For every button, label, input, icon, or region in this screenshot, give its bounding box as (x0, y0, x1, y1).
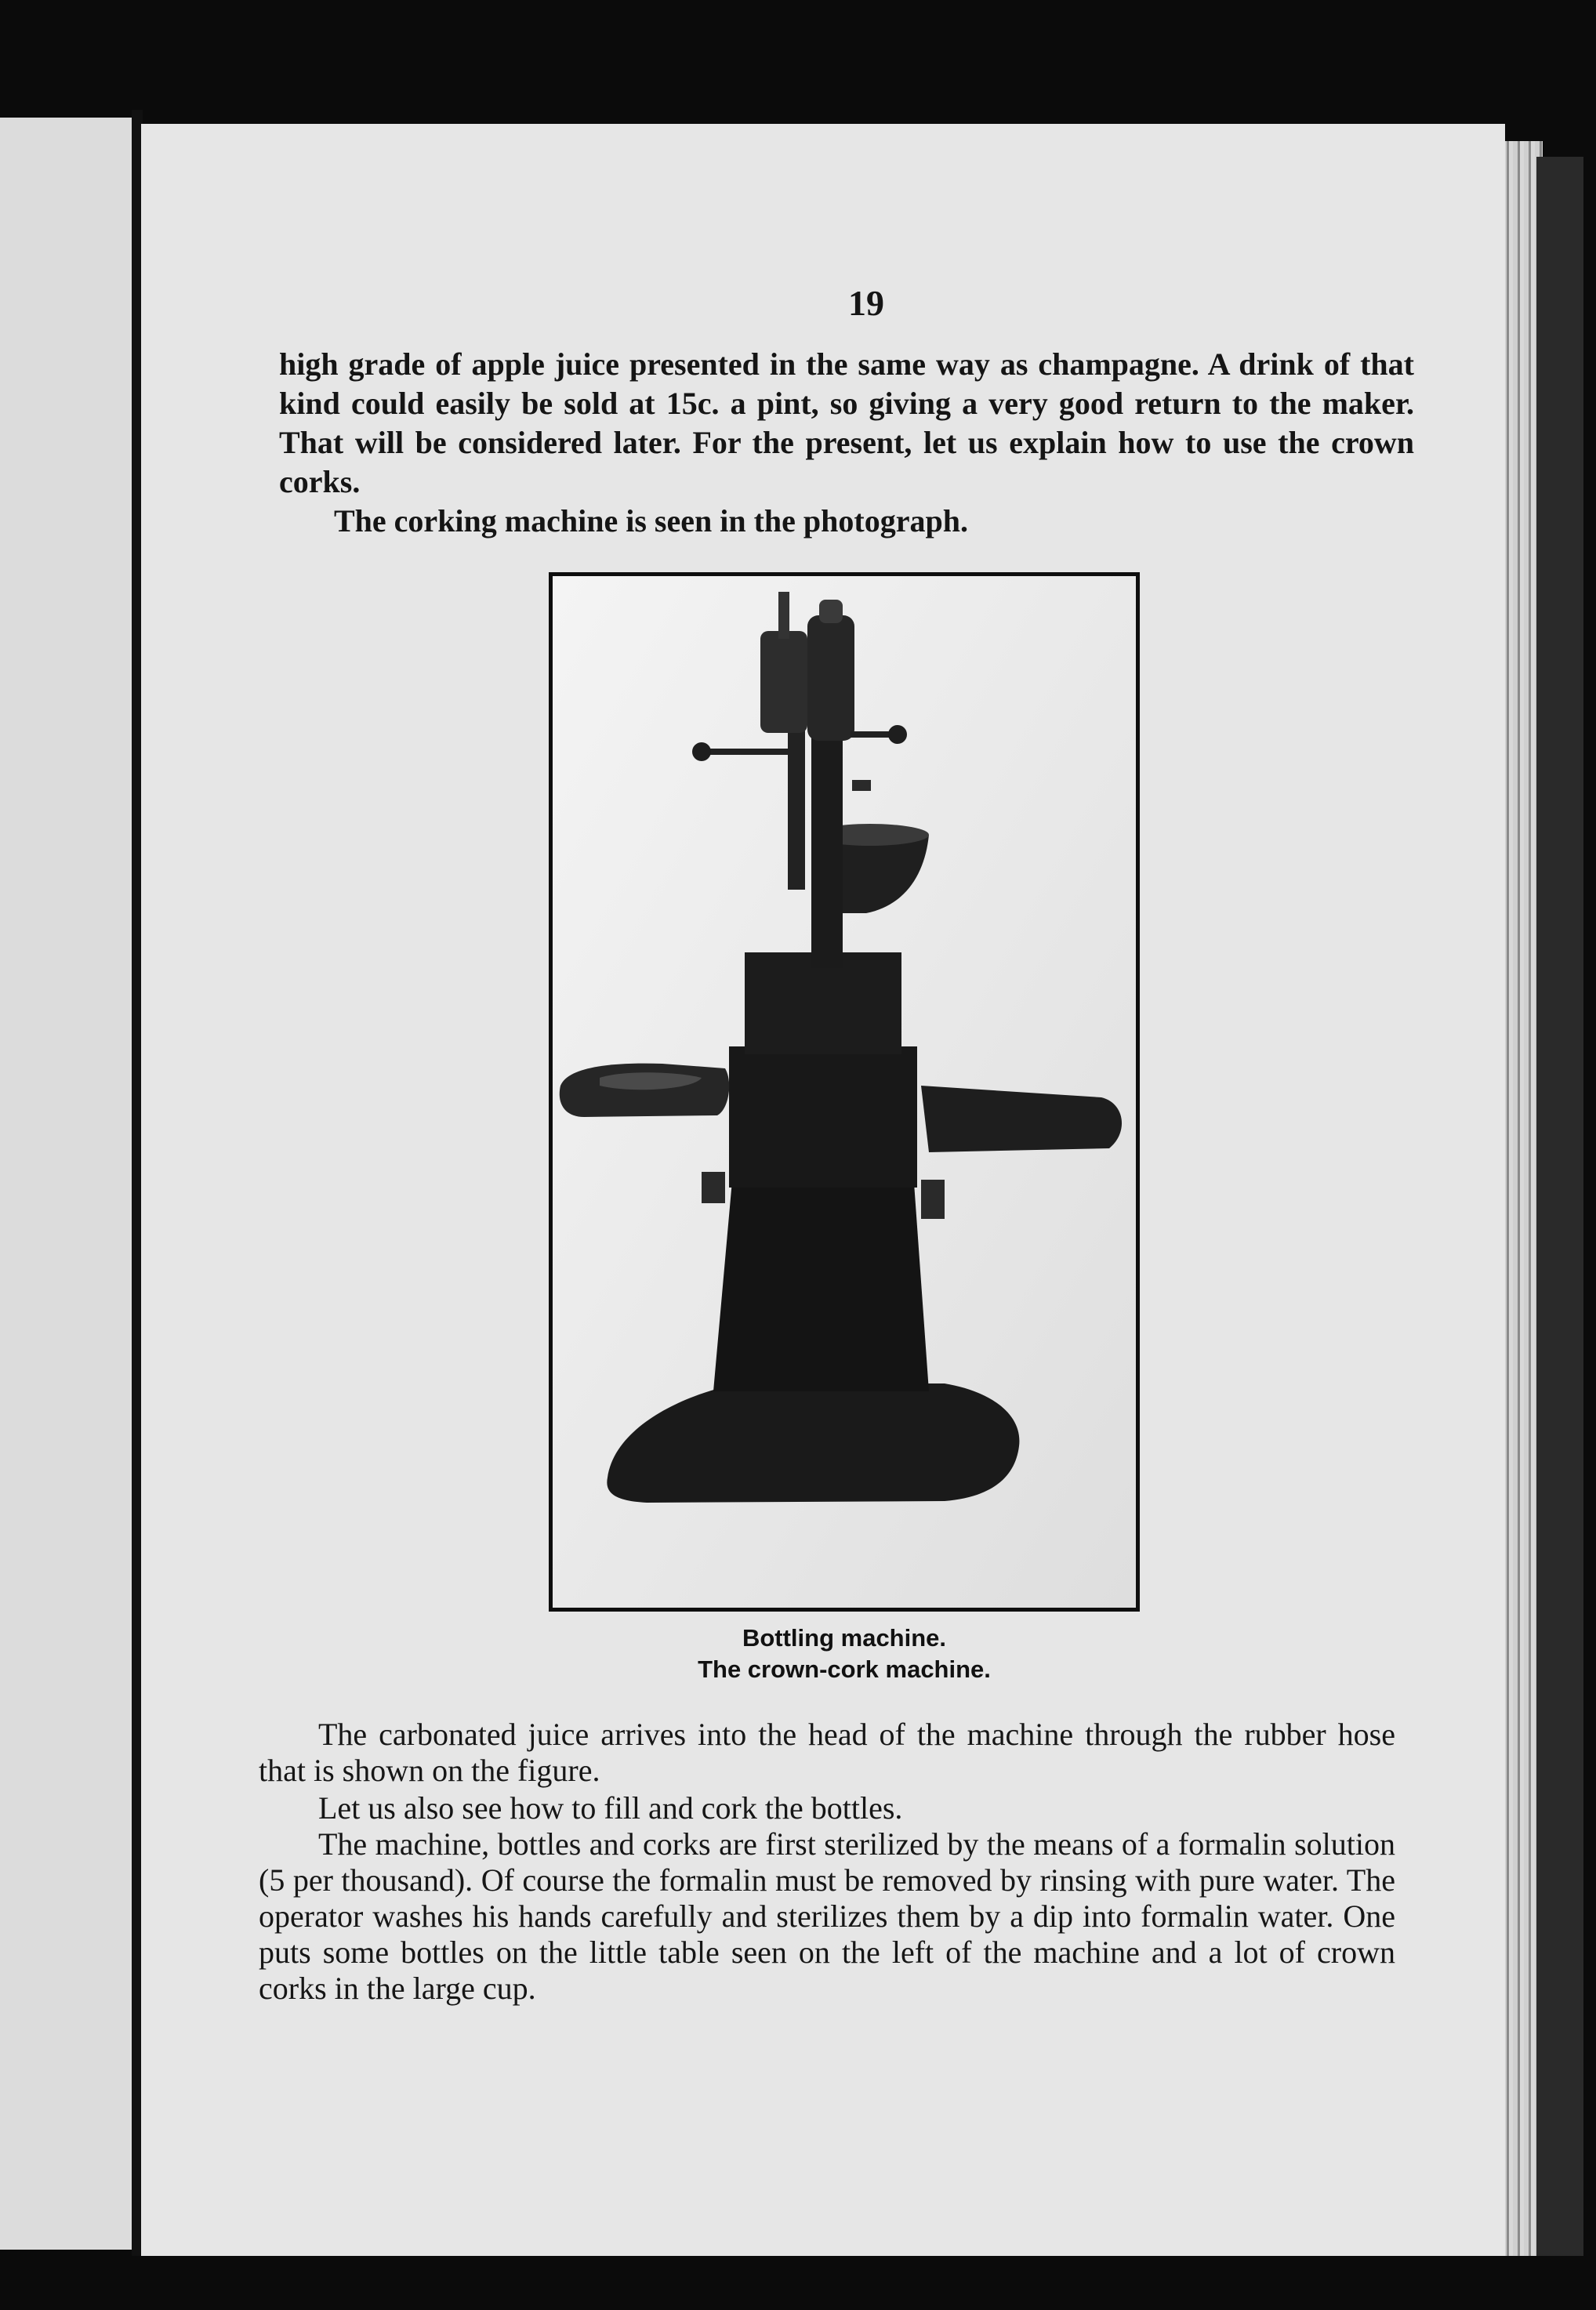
photo-intro-line: The corking machine is seen in the photograph. (334, 503, 968, 539)
body-paragraph-3: The machine, bottles and corks are first sterilized by the means of a formalin solution (5 per thousand). Of course the formalin must be removed by rinsing with pure water. The operator washes his hands carefully and sterilizes them by a dip into formalin water. One puts some bottles on the little table seen on the left of the machine and a lot of crown corks in the large cup. (259, 1826, 1395, 2006)
figure-caption-line-2: The crown-cork machine. (698, 1655, 991, 1683)
bottling-machine-photo (549, 572, 1140, 1612)
cover-edge (1536, 157, 1583, 2289)
intro-paragraph: high grade of apple juice presented in the same way as champagne. A drink of that kind could easily be sold at 15c. a pint, so giving a very good return to the maker. That will be considered later. For the present, let us explain how to use the crown corks. (279, 346, 1414, 499)
figure-caption-line-1: Bottling machine. (742, 1624, 947, 1652)
left-page (0, 118, 138, 2250)
body-paragraph-1: The carbonated juice arrives into the head of the machine through the rubber hose that is shown on the figure. (259, 1717, 1395, 1788)
page-number: 19 (848, 283, 884, 323)
bottom-shadow (0, 2256, 1596, 2310)
body-paragraph-2: Let us also see how to fill and cork the bottles. (318, 1790, 903, 1826)
corking-machine-illustration (553, 576, 1136, 1608)
